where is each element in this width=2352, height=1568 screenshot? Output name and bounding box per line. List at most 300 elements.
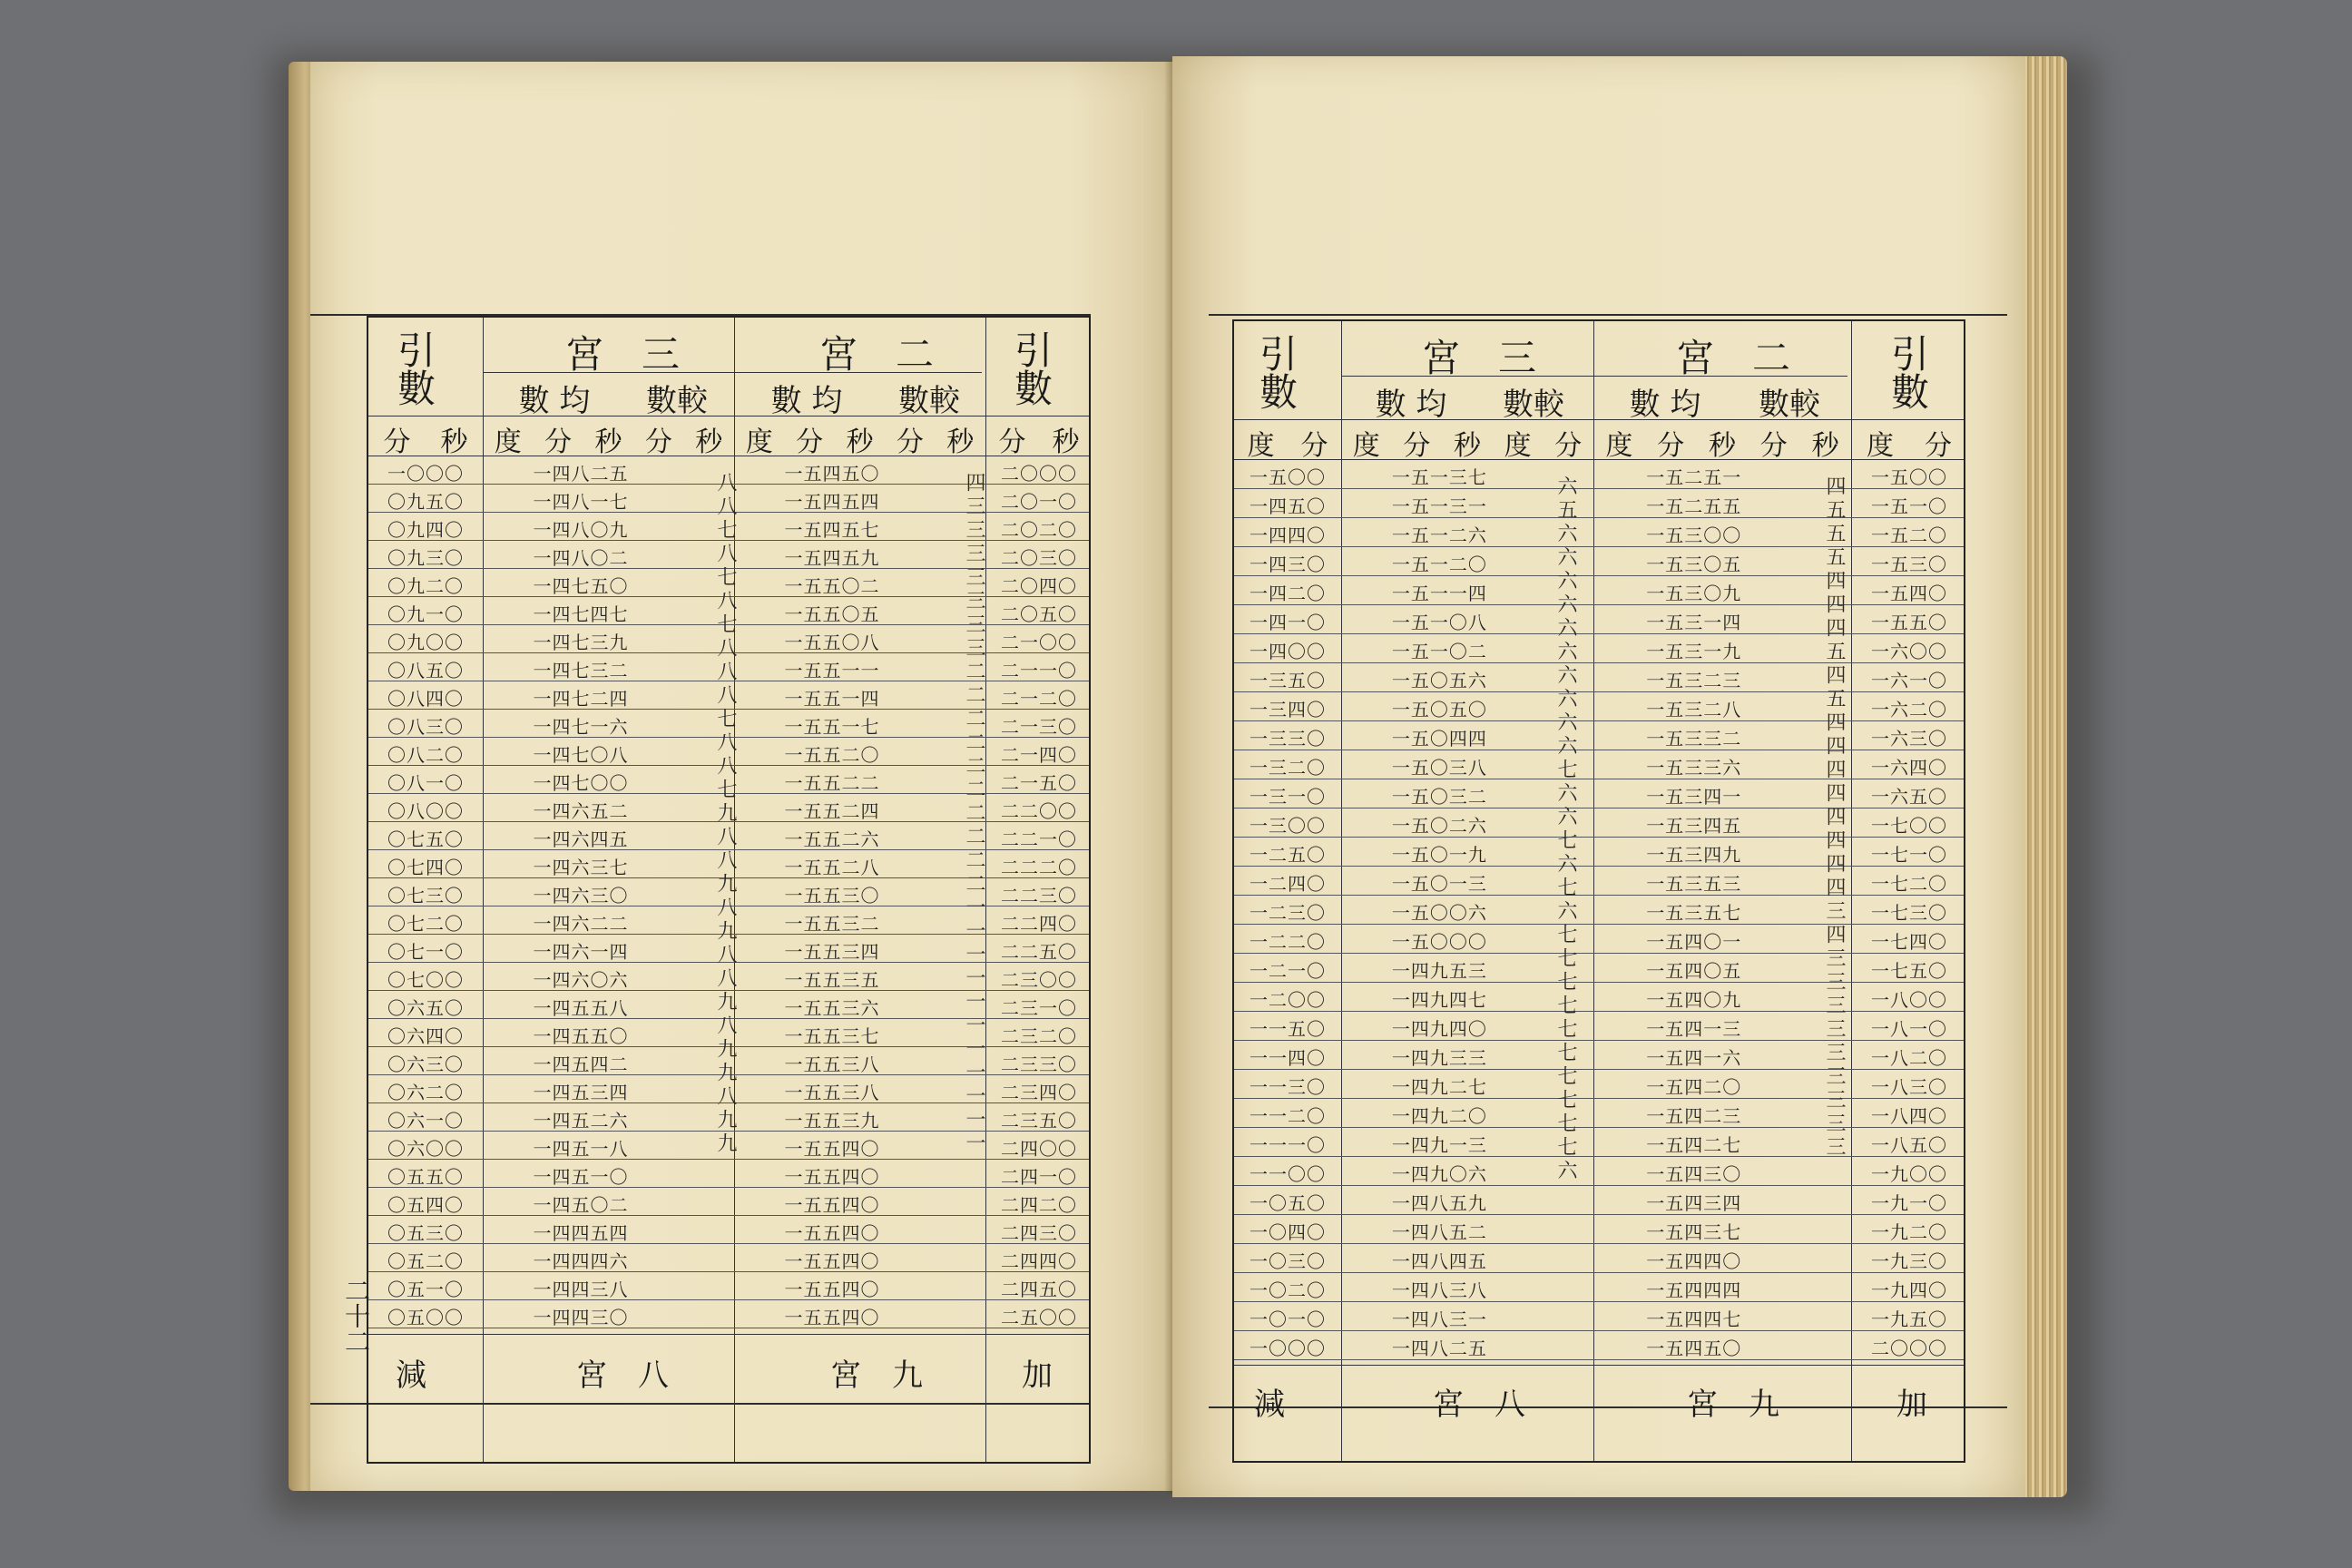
table-cell: 一四八三八 <box>1391 1279 1487 1301</box>
right-header-jiao-shu-er: 數較 <box>1759 387 1820 423</box>
table-cell: 一五五三九 <box>784 1110 880 1132</box>
table-cell: 一四〇〇 <box>1250 641 1326 662</box>
table-cell: 一四五一〇 <box>533 1166 629 1188</box>
table-cell: 一三三〇 <box>1250 728 1326 750</box>
book-edge-right <box>2022 56 2067 1497</box>
table-cell: 一六三〇 <box>1871 728 1947 750</box>
table-cell: 一五〇三二 <box>1391 786 1487 808</box>
r-unit-10: 分 <box>1759 430 1788 462</box>
table-cell: 〇七三〇 <box>387 885 464 906</box>
table-cell: 一五五三二 <box>784 913 880 935</box>
table-cell: 一八五〇 <box>1871 1134 1947 1156</box>
table-cell: 一一二〇 <box>1250 1105 1326 1127</box>
left-footer-jian: 減 <box>396 1357 426 1394</box>
right-header-yinshu-right: 引數 <box>1886 334 1930 410</box>
table-cell: 〇九二〇 <box>387 575 464 597</box>
table-cell: 一五四二七 <box>1646 1134 1742 1156</box>
r-unit-1: 分 <box>1300 430 1328 462</box>
left-header-gong-er: 宮 二 <box>818 332 934 377</box>
table-cell: 一五五三五 <box>784 969 880 991</box>
table-cell: 一五二五一 <box>1646 466 1742 488</box>
table-cell: 一五三二三 <box>1646 670 1742 691</box>
table-cell: 一五四四〇 <box>1646 1250 1742 1272</box>
table-cell: 一〇三〇 <box>1250 1250 1326 1272</box>
table-cell: 一五四四四 <box>1646 1279 1742 1301</box>
table-cell: 一五一〇二 <box>1391 641 1487 662</box>
l-unit-5: 分 <box>644 426 672 458</box>
l-unit-3: 分 <box>544 426 573 458</box>
table-cell: 一〇〇〇 <box>1250 1338 1326 1359</box>
left-jiao-er-column: 四三三三三三三三二二二二二二二二二二一一一一一一一一一一一 <box>963 472 985 1156</box>
table-cell: 一四六一四 <box>533 941 629 963</box>
table-cell: 一五四〇一 <box>1646 931 1742 953</box>
table-cell: 一〇〇〇 <box>387 463 464 485</box>
table-cell: 一五五四〇 <box>784 1166 880 1188</box>
table-cell: 一四八〇二 <box>533 547 629 569</box>
table-cell: 一五四五七 <box>784 519 880 541</box>
table-cell: 二二五〇 <box>1001 941 1077 963</box>
table-cell: 一二四〇 <box>1250 873 1326 895</box>
table-cell: 一五五〇八 <box>784 632 880 653</box>
table-cell: 一八〇〇 <box>1871 989 1947 1011</box>
table-cell: 一五三五三 <box>1646 873 1742 895</box>
table-cell: 一五〇五〇 <box>1391 699 1487 720</box>
table-cell: 一四六〇六 <box>533 969 629 991</box>
table-cell: 一五四五九 <box>784 547 880 569</box>
table-cell: 一五五〇五 <box>784 603 880 625</box>
table-cell: 一四五一八 <box>533 1138 629 1160</box>
table-cell: 一一一〇 <box>1250 1134 1326 1156</box>
table-cell: 一五〇〇 <box>1250 466 1326 488</box>
table-cell: 〇八三〇 <box>387 716 464 738</box>
left-header-jiao-shu-er: 數較 <box>898 383 960 419</box>
table-cell: 二四五〇 <box>1001 1279 1077 1300</box>
table-cell: 一五四二三 <box>1646 1105 1742 1127</box>
table-cell: 一三五〇 <box>1250 670 1326 691</box>
table-cell: 〇八二〇 <box>387 744 464 766</box>
table-cell: 一一五〇 <box>1250 1018 1326 1040</box>
table-cell: 一五五三七 <box>784 1025 880 1047</box>
table-cell: 二一一〇 <box>1001 660 1077 681</box>
r-unit-11: 秒 <box>1811 430 1839 462</box>
left-page <box>310 62 1172 1491</box>
table-cell: 一五五二二 <box>784 772 880 794</box>
left-header-jun-shu-er: 數 均 <box>770 383 843 419</box>
table-cell: 一四四五四 <box>533 1222 629 1244</box>
table-cell: 一〇四〇 <box>1250 1221 1326 1243</box>
r-unit-5: 度 <box>1504 430 1532 462</box>
table-cell: 〇九〇〇 <box>387 632 464 653</box>
right-page-top-rule <box>1209 314 2007 316</box>
l-unit-1: 秒 <box>440 426 468 458</box>
table-cell: 一五五二四 <box>784 800 880 822</box>
table-cell: 一五三五七 <box>1646 902 1742 924</box>
table-cell: 一四六二二 <box>533 913 629 935</box>
table-cell: 〇七五〇 <box>387 828 464 850</box>
table-cell: 一三二〇 <box>1250 757 1326 779</box>
r-unit-9: 秒 <box>1708 430 1736 462</box>
r-unit-3: 分 <box>1403 430 1431 462</box>
table-cell: 一五五四〇 <box>784 1307 880 1328</box>
left-header-yinshu: 引數 <box>392 330 436 407</box>
table-cell: 一四三〇 <box>1250 554 1326 575</box>
table-cell: 一四九四〇 <box>1391 1018 1487 1040</box>
right-header-jun-shu-er: 數 均 <box>1629 387 1701 423</box>
table-cell: 二一五〇 <box>1001 772 1077 794</box>
table-cell: 一八一〇 <box>1871 1018 1947 1040</box>
table-cell: 一七一〇 <box>1871 844 1947 866</box>
l-unit-0: 分 <box>383 426 411 458</box>
l-unit-8: 分 <box>796 426 824 458</box>
table-cell: 一五五二八 <box>784 857 880 878</box>
table-cell: 〇九一〇 <box>387 603 464 625</box>
table-cell: 〇七一〇 <box>387 941 464 963</box>
table-cell: 一〇二〇 <box>1250 1279 1326 1301</box>
l-unit-9: 秒 <box>846 426 874 458</box>
table-cell: 二一四〇 <box>1001 744 1077 766</box>
table-cell: 一五三四一 <box>1646 786 1742 808</box>
table-cell: 一五五一七 <box>784 716 880 738</box>
left-table <box>367 316 1091 1464</box>
table-cell: 一四七一六 <box>533 716 629 738</box>
table-cell: 一五〇一三 <box>1391 873 1487 895</box>
table-cell: 一五四〇九 <box>1646 989 1742 1011</box>
table-cell: 一一〇〇 <box>1250 1163 1326 1185</box>
table-cell: 一五四〇五 <box>1646 960 1742 982</box>
table-cell: 一五四三七 <box>1646 1221 1742 1243</box>
table-cell: 二一三〇 <box>1001 716 1077 738</box>
table-cell: 一五五三四 <box>784 941 880 963</box>
table-cell: 一五四三四 <box>1646 1192 1742 1214</box>
table-cell: 一五一三一 <box>1391 495 1487 517</box>
table-cell: 二二二〇 <box>1001 857 1077 878</box>
table-cell: 一五三〇五 <box>1646 554 1742 575</box>
table-cell: 一七五〇 <box>1871 960 1947 982</box>
table-cell: 一四六五二 <box>533 800 629 822</box>
table-cell: 二三五〇 <box>1001 1110 1077 1132</box>
table-cell: 二〇三〇 <box>1001 547 1077 569</box>
table-cell: 二〇一〇 <box>1001 491 1077 513</box>
table-cell: 一四九二〇 <box>1391 1105 1487 1127</box>
table-cell: 一五〇〇 <box>1871 466 1947 488</box>
table-cell: 一四八三一 <box>1391 1308 1487 1330</box>
table-cell: 〇六一〇 <box>387 1110 464 1132</box>
table-cell: 二〇五〇 <box>1001 603 1077 625</box>
table-cell: 一三〇〇 <box>1250 815 1326 837</box>
table-cell: 〇七〇〇 <box>387 969 464 991</box>
table-cell: 一五〇五六 <box>1391 670 1487 691</box>
table-cell: 〇五二〇 <box>387 1250 464 1272</box>
table-cell: 一五一三七 <box>1391 466 1487 488</box>
table-cell: 一七〇〇 <box>1871 815 1947 837</box>
r-unit-0: 度 <box>1247 430 1275 462</box>
table-cell: 一三一〇 <box>1250 786 1326 808</box>
table-cell: 一六一〇 <box>1871 670 1947 691</box>
table-cell: 一五〇〇六 <box>1391 902 1487 924</box>
table-cell: 一六五〇 <box>1871 786 1947 808</box>
table-cell: 一二〇〇 <box>1250 989 1326 1011</box>
table-cell: 一五四三〇 <box>1646 1163 1742 1185</box>
table-cell: 一五一二〇 <box>1391 554 1487 575</box>
table-cell: 一五三〇九 <box>1646 583 1742 604</box>
table-cell: 一五二五五 <box>1646 495 1742 517</box>
table-cell: 一五〇四四 <box>1391 728 1487 750</box>
table-cell: 〇六三〇 <box>387 1054 464 1075</box>
table-cell: 一五三二八 <box>1646 699 1742 720</box>
table-cell: 一五〇〇〇 <box>1391 931 1487 953</box>
table-cell: 一四四〇 <box>1250 524 1326 546</box>
table-cell: 〇八一〇 <box>387 772 464 794</box>
r-unit-6: 分 <box>1554 430 1583 462</box>
table-cell: 一九四〇 <box>1871 1279 1947 1301</box>
left-header-jun-shu-san: 數 均 <box>518 383 591 419</box>
table-cell: 一五四四七 <box>1646 1308 1742 1330</box>
table-cell: 二三四〇 <box>1001 1082 1077 1103</box>
right-header-jun-shu-san: 數 均 <box>1375 387 1447 423</box>
table-cell: 〇五五〇 <box>387 1166 464 1188</box>
table-cell: 一四九〇六 <box>1391 1163 1487 1185</box>
right-jiao-san-column: 六五六六六六六六六六六六七六六七六七六七七七七七七七七七七六 <box>1554 475 1577 1183</box>
table-cell: 一五四一六 <box>1646 1047 1742 1069</box>
right-table <box>1232 319 1965 1463</box>
right-footer-gong-jiu: 宮 九 <box>1687 1387 1779 1423</box>
table-cell: 一七三〇 <box>1871 902 1947 924</box>
table-cell: 〇六二〇 <box>387 1082 464 1103</box>
table-cell: 二三〇〇 <box>1001 969 1077 991</box>
table-cell: 一五五一一 <box>784 660 880 681</box>
table-cell: 一四九五三 <box>1391 960 1487 982</box>
table-cell: 二三三〇 <box>1001 1054 1077 1075</box>
right-header-gong-er: 宮 二 <box>1675 336 1790 380</box>
table-cell: 一五五四〇 <box>784 1194 880 1216</box>
table-cell: 一八三〇 <box>1871 1076 1947 1098</box>
table-cell: 一四八五二 <box>1391 1221 1487 1243</box>
table-cell: 一七二〇 <box>1871 873 1947 895</box>
table-cell: 二〇四〇 <box>1001 575 1077 597</box>
table-cell: 一四六四五 <box>533 828 629 850</box>
left-header-gong-san: 宮 三 <box>564 332 680 377</box>
table-cell: 一八二〇 <box>1871 1047 1947 1069</box>
table-cell: 一四九二七 <box>1391 1076 1487 1098</box>
r-unit-4: 秒 <box>1453 430 1481 462</box>
table-cell: 一四七三二 <box>533 660 629 681</box>
table-cell: 一四五五八 <box>533 997 629 1019</box>
table-cell: 〇七四〇 <box>387 857 464 878</box>
table-cell: 一二一〇 <box>1250 960 1326 982</box>
table-cell: 二四〇〇 <box>1001 1138 1077 1160</box>
table-cell: 一五四五四 <box>784 491 880 513</box>
table-cell: 一四七四七 <box>533 603 629 625</box>
table-cell: 一四八五九 <box>1391 1192 1487 1214</box>
table-cell: 一四八四五 <box>1391 1250 1487 1272</box>
table-cell: 一五三一四 <box>1646 612 1742 633</box>
table-cell: 一五三三二 <box>1646 728 1742 750</box>
table-cell: 二三二〇 <box>1001 1025 1077 1047</box>
table-cell: 一〇一〇 <box>1250 1308 1326 1330</box>
table-cell: 〇五〇〇 <box>387 1307 464 1328</box>
table-cell: 一四六三〇 <box>533 885 629 906</box>
table-cell: 一五五四〇 <box>784 1222 880 1244</box>
table-cell: 一四九四七 <box>1391 989 1487 1011</box>
table-cell: 一五四二〇 <box>1646 1076 1742 1098</box>
table-cell: 一九〇〇 <box>1871 1163 1947 1185</box>
table-cell: 二二〇〇 <box>1001 800 1077 822</box>
table-cell: 一五五一四 <box>784 688 880 710</box>
table-cell: 二〇〇〇 <box>1001 463 1077 485</box>
table-cell: 一五三四九 <box>1646 844 1742 866</box>
table-cell: 一五四一三 <box>1646 1018 1742 1040</box>
left-header-yinshu-right: 引數 <box>1009 330 1054 407</box>
table-cell: 一五三一九 <box>1646 641 1742 662</box>
l-unit-7: 度 <box>745 426 773 458</box>
table-cell: 二二四〇 <box>1001 913 1077 935</box>
table-cell: 〇九四〇 <box>387 519 464 541</box>
table-cell: 一四八二五 <box>533 463 629 485</box>
table-cell: 二〇〇〇 <box>1871 1338 1947 1359</box>
right-header-yinshu: 引數 <box>1254 334 1298 410</box>
table-cell: 一五五〇 <box>1871 612 1947 633</box>
table-cell: 一二五〇 <box>1250 844 1326 866</box>
right-jiao-er-column: 四五五五四四四五四五四四四四四四四四三四三三三三三三三三三 <box>1823 475 1846 1160</box>
right-footer-jia: 加 <box>1896 1387 1927 1423</box>
table-cell: 二一二〇 <box>1001 688 1077 710</box>
table-cell: 一四五二六 <box>533 1110 629 1132</box>
table-cell: 一一三〇 <box>1250 1076 1326 1098</box>
table-cell: 一五五三六 <box>784 997 880 1019</box>
table-cell: 一五五三八 <box>784 1054 880 1075</box>
table-cell: 一五五四〇 <box>784 1138 880 1160</box>
table-cell: 一五〇二六 <box>1391 815 1487 837</box>
table-cell: 一五三〇 <box>1871 554 1947 575</box>
table-cell: 二二三〇 <box>1001 885 1077 906</box>
table-cell: 一一四〇 <box>1250 1047 1326 1069</box>
table-cell: 一〇五〇 <box>1250 1192 1326 1214</box>
table-cell: 一九二〇 <box>1871 1221 1947 1243</box>
table-cell: 一五五三〇 <box>784 885 880 906</box>
table-cell: 一四七〇〇 <box>533 772 629 794</box>
table-cell: 二五〇〇 <box>1001 1307 1077 1328</box>
table-cell: 一五〇三八 <box>1391 757 1487 779</box>
table-cell: 一五〇一九 <box>1391 844 1487 866</box>
table-cell: 〇五一〇 <box>387 1279 464 1300</box>
table-cell: 二四一〇 <box>1001 1166 1077 1188</box>
r-unit-13: 分 <box>1925 430 1952 462</box>
l-unit-12: 分 <box>998 426 1026 458</box>
right-footer-jian: 減 <box>1254 1387 1285 1423</box>
table-cell: 一五一〇八 <box>1391 612 1487 633</box>
table-cell: 二四四〇 <box>1001 1250 1077 1272</box>
table-cell: 一五四五〇 <box>784 463 880 485</box>
table-cell: 一五四〇 <box>1871 583 1947 604</box>
right-header-jiao-shu-san: 數較 <box>1503 387 1564 423</box>
left-footer-jia: 加 <box>1022 1357 1053 1394</box>
table-cell: 一五二〇 <box>1871 524 1947 546</box>
table-cell: 一五五〇二 <box>784 575 880 597</box>
left-header-jiao-shu-san: 數較 <box>646 383 708 419</box>
table-cell: 一四七〇八 <box>533 744 629 766</box>
table-cell: 一六〇〇 <box>1871 641 1947 662</box>
table-cell: 二〇二〇 <box>1001 519 1077 541</box>
table-cell: 一四九三三 <box>1391 1047 1487 1069</box>
table-cell: 一九五〇 <box>1871 1308 1947 1330</box>
table-cell: 一八四〇 <box>1871 1105 1947 1127</box>
table-cell: 〇八〇〇 <box>387 800 464 822</box>
table-cell: 〇六四〇 <box>387 1025 464 1047</box>
table-cell: 一四七二四 <box>533 688 629 710</box>
r-unit-8: 分 <box>1657 430 1685 462</box>
table-cell: 〇六五〇 <box>387 997 464 1019</box>
table-cell: 一六二〇 <box>1871 699 1947 720</box>
table-cell: 〇五三〇 <box>387 1222 464 1244</box>
table-cell: 二三一〇 <box>1001 997 1077 1019</box>
table-cell: 一四五四二 <box>533 1054 629 1075</box>
table-cell: 一六四〇 <box>1871 757 1947 779</box>
table-cell: 一二二〇 <box>1250 931 1326 953</box>
table-cell: 〇九三〇 <box>387 547 464 569</box>
table-cell: 一四八一七 <box>533 491 629 513</box>
table-cell: 一五三四五 <box>1646 815 1742 837</box>
right-page <box>1172 56 2025 1497</box>
table-cell: 一七四〇 <box>1871 931 1947 953</box>
r-unit-2: 度 <box>1352 430 1380 462</box>
table-cell: 一四五三四 <box>533 1082 629 1103</box>
table-cell: 一四八二五 <box>1391 1338 1487 1359</box>
table-cell: 〇五四〇 <box>387 1194 464 1216</box>
table-cell: 一四七五〇 <box>533 575 629 597</box>
table-cell: 一四五〇二 <box>533 1194 629 1216</box>
table-cell: 〇六〇〇 <box>387 1138 464 1160</box>
l-unit-2: 度 <box>494 426 522 458</box>
table-cell: 一五五四〇 <box>784 1279 880 1300</box>
table-cell: 〇九五〇 <box>387 491 464 513</box>
l-unit-13: 秒 <box>1052 426 1080 458</box>
table-cell: 一五一一四 <box>1391 583 1487 604</box>
table-cell: 一四二〇 <box>1250 583 1326 604</box>
table-cell: 一九三〇 <box>1871 1250 1947 1272</box>
table-cell: 〇八五〇 <box>387 660 464 681</box>
table-cell: 一四四三〇 <box>533 1307 629 1328</box>
left-footer-gong-ba: 宮 八 <box>576 1357 669 1394</box>
table-cell: 一五五二〇 <box>784 744 880 766</box>
table-cell: 一五一二六 <box>1391 524 1487 546</box>
right-header-gong-san: 宮 三 <box>1421 336 1536 380</box>
left-jiao-san-column: 八八七八七八七八八八七八八七九八八九八九八八九八九九八九九 <box>714 472 737 1156</box>
table-cell: 一五五二六 <box>784 828 880 850</box>
table-cell: 一三四〇 <box>1250 699 1326 720</box>
l-unit-4: 秒 <box>594 426 622 458</box>
table-cell: 一四七三九 <box>533 632 629 653</box>
table-cell: 一二三〇 <box>1250 902 1326 924</box>
r-unit-12: 度 <box>1867 430 1894 462</box>
table-cell: 〇七二〇 <box>387 913 464 935</box>
l-unit-6: 秒 <box>695 426 723 458</box>
table-cell: 一五五三八 <box>784 1082 880 1103</box>
table-cell: 一五三三六 <box>1646 757 1742 779</box>
table-cell: 一五一〇 <box>1871 495 1947 517</box>
table-cell: 一四五〇 <box>1250 495 1326 517</box>
l-unit-10: 分 <box>896 426 924 458</box>
table-cell: 一九一〇 <box>1871 1192 1947 1214</box>
left-footer-gong-jiu: 宮 九 <box>830 1357 923 1394</box>
table-cell: 一四四三八 <box>533 1279 629 1300</box>
table-cell: 二四二〇 <box>1001 1194 1077 1216</box>
left-folio-number: 二十二 <box>341 1278 371 1354</box>
table-cell: 一四四四六 <box>533 1250 629 1272</box>
table-cell: 一四八〇九 <box>533 519 629 541</box>
table-cell: 一四五五〇 <box>533 1025 629 1047</box>
table-cell: 二一〇〇 <box>1001 632 1077 653</box>
table-cell: 一五五四〇 <box>784 1250 880 1272</box>
